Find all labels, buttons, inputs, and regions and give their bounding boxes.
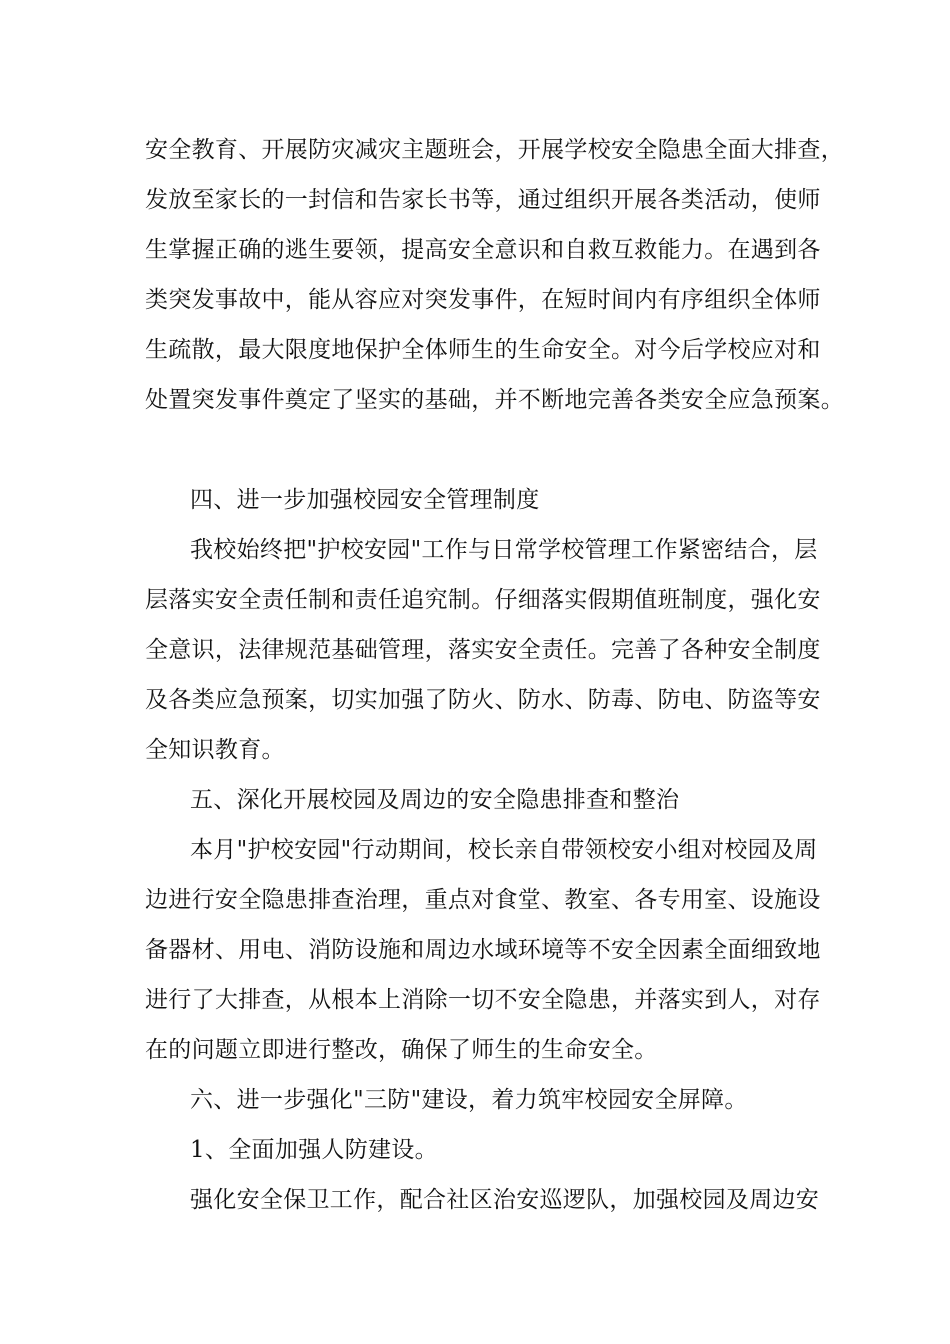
- paragraph-line: 强化安全保卫工作，配合社区治安巡逻队，加强校园及周边安: [190, 1187, 820, 1213]
- paragraph-line: 进行了大排查，从根本上消除一切不安全隐患，并落实到人，对存: [145, 987, 821, 1013]
- paragraph-line: 备器材、用电、消防设施和周边水域环境等不安全因素全面细致地: [145, 937, 821, 963]
- section-heading: 四、进一步加强校园安全管理制度: [190, 487, 540, 513]
- paragraph-line: 全知识教育。: [145, 737, 285, 763]
- section-heading: 六、进一步强化"三防"建设，着力筑牢校园安全屏障。: [190, 1087, 748, 1113]
- paragraph-line: 本月"护校安园"行动期间，校长亲自带领校安小组对校园及周: [190, 837, 818, 863]
- sub-heading: 1、全面加强人防建设。: [190, 1137, 438, 1163]
- paragraph-line: 在的问题立即进行整改，确保了师生的生命安全。: [145, 1037, 658, 1063]
- paragraph-line: 发放至家长的一封信和告家长书等，通过组织开展各类活动，使师: [145, 187, 821, 213]
- paragraph-line: 层落实安全责任制和责任追究制。仔细落实假期值班制度，强化安: [145, 587, 821, 613]
- paragraph-line: 生掌握正确的逃生要领，提高安全意识和自救互救能力。在遇到各: [145, 237, 821, 263]
- section-heading: 五、深化开展校园及周边的安全隐患排查和整治: [190, 787, 680, 813]
- paragraph-line: 生疏散，最大限度地保护全体师生的生命安全。对今后学校应对和: [145, 337, 821, 363]
- paragraph-line: 我校始终把"护校安园"工作与日常学校管理工作紧密结合，层: [190, 537, 818, 563]
- paragraph-line: 安全教育、开展防灾减灾主题班会，开展学校安全隐患全面大排查，: [145, 137, 844, 163]
- paragraph-line: 及各类应急预案，切实加强了防火、防水、防毒、防电、防盗等安: [145, 687, 821, 713]
- paragraph-line: 处置突发事件奠定了坚实的基础，并不断地完善各类安全应急预案。: [145, 387, 844, 413]
- paragraph-line: 边进行安全隐患排查治理，重点对食堂、教室、各专用室、设施设: [145, 887, 821, 913]
- paragraph-line: 类突发事故中，能从容应对突发事件，在短时间内有序组织全体师: [145, 287, 821, 313]
- paragraph-line: 全意识，法律规范基础管理，落实安全责任。完善了各种安全制度: [145, 637, 821, 663]
